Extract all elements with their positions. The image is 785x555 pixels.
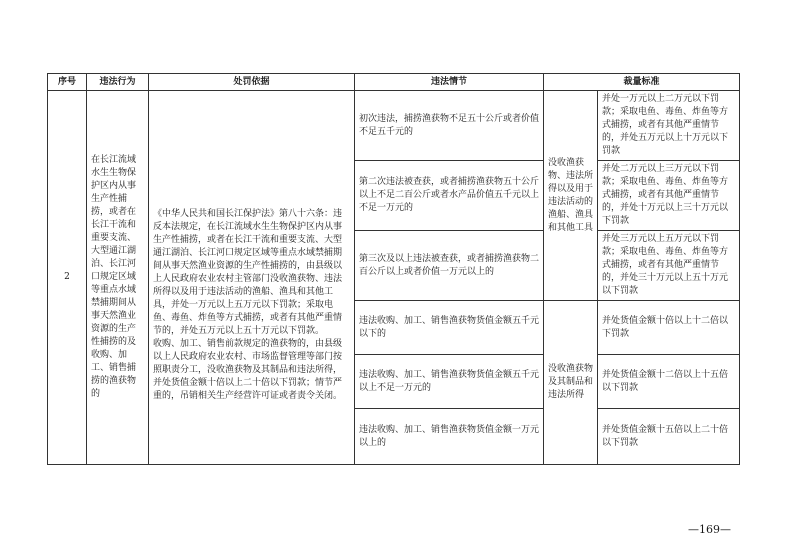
penalty-basis-paragraph-1: 《中华人民共和国长江保护法》第八十六条：违反本法规定，在长江流域水生生物保护区内从事生产性捕捞，或者在长江干流和重要支流、大型通江湖泊、长江河口规定区域等重点水域禁捕期间从事天然渔业资源的生产性捕捞的，由县级以上人民政府农业农村主管部门没收渔获物、违法所得以及用于违法活动的渔船、渔具和其他工具，并处一万元以上五万元以下罚款；采取电鱼、毒鱼、炸鱼等方式捕捞，或者有其他严重情节的，并处五万元以上五十万元以下罚款。 [153,209,343,336]
header-situation: 违法情节 [355,74,544,91]
standard-cell-4: 并处货值金额十倍以上十二倍以下罚款 [598,301,740,355]
penalty-table [47,73,740,465]
table-header-row [48,74,740,91]
situation-cell-1: 初次违法，捕捞渔获物不足五十公斤或者价值不足五千元的 [355,91,544,161]
standard-cell-1: 并处一万元以上二万元以下罚款；采取电鱼、毒鱼、炸鱼等方式捕捞，或者有其他严重情节的，并处五万元以上十万元以下罚款 [598,91,740,161]
situation-cell-2: 第二次违法被查获，或者捕捞渔获物五十公斤以上不足二百公斤或者水产品价值五千元以上不足一万元的 [355,161,544,231]
header-standard: 裁量标准 [544,74,740,91]
page-number: —169— [688,523,731,536]
table-row [48,91,740,161]
standard-cell-6: 并处货值金额十五倍以上二十倍以下罚款 [598,409,740,465]
row-number: 2 [48,91,87,465]
standard-cell-3: 并处三万元以上五万元以下罚款；采取电鱼、毒鱼、炸鱼等方式捕捞，或者有其他严重情节的，并处三十万元以上五十万元以下罚款 [598,231,740,301]
situation-cell-4: 违法收购、加工、销售渔获物货值金额五千元以下的 [355,301,544,355]
header-act: 违法行为 [87,74,149,91]
header-no: 序号 [48,74,87,91]
header-basis: 处罚依据 [149,74,355,91]
confiscation-cell-fishing: 没收渔获物、违法所得以及用于违法活动的渔船、渔具和其他工具 [544,91,598,301]
standard-cell-2: 并处二万元以上三万元以下罚款；采取电鱼、毒鱼、炸鱼等方式捕捞，或者有其他严重情节的，并处十万元以上三十万元以下罚款 [598,161,740,231]
confiscation-cell-trade: 没收渔获物及其制品和违法所得 [544,301,598,465]
penalty-basis-paragraph-2: 收购、加工、销售前款规定的渔获物的，由县级以上人民政府农业农村、市场监督管理等部门按照职责分工，没收渔获物及其制品和违法所得，并处货值金额十倍以上二十倍以下罚款；情节严重的，吊销相关生产经营许可证或者责令关闭。 [153,339,343,401]
situation-cell-5: 违法收购、加工、销售渔获物货值金额五千元以上不足一万元的 [355,355,544,409]
standard-cell-5: 并处货值金额十二倍以上十五倍以下罚款 [598,355,740,409]
situation-cell-3: 第三次及以上违法被查获，或者捕捞渔获物二百公斤以上或者价值一万元以上的 [355,231,544,301]
penalty-basis-cell [149,91,355,465]
situation-cell-6: 违法收购、加工、销售渔获物货值金额一万元以上的 [355,409,544,465]
illegal-act-cell: 在长江流域水生生物保护区内从事生产性捕捞，或者在长江干流和重要支流、大型通江湖泊、长江河口规定区域等重点水域禁捕期间从事天然渔业资源的生产性捕捞的及收购、加工、销售捕捞的渔获物的 [87,91,149,465]
